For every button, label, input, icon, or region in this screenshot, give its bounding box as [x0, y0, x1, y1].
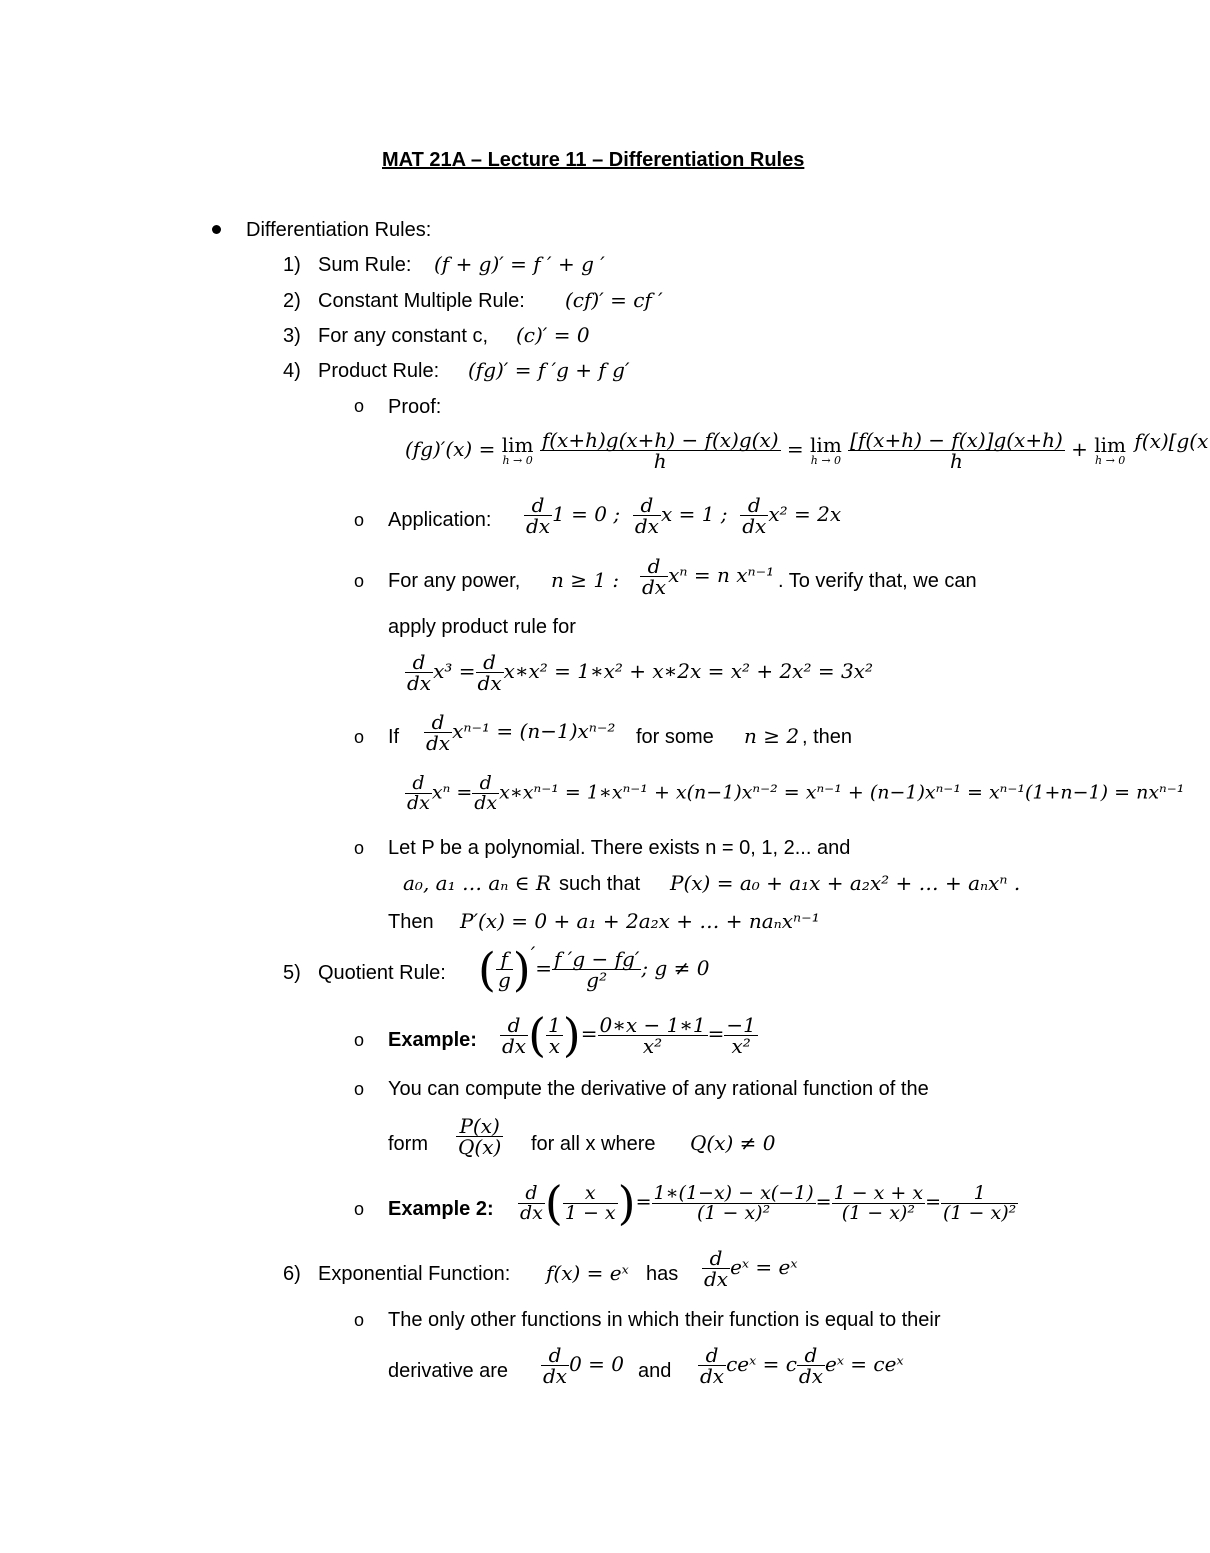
page-title: MAT 21A – Lecture 11 – Differentiation Rules — [382, 149, 805, 171]
constant-label: For any constant c, — [318, 325, 489, 347]
constant-multiple-formula: (cf)′ = cf ′ — [565, 288, 663, 312]
product-rule-formula: (fg)′ = f ′g + f g′ — [468, 358, 630, 382]
polynomial-text: Let P be a polynomial. There exists n = 0, 1, 2... and — [388, 837, 851, 859]
limit: lim h → 0 — [810, 433, 842, 467]
exponential-def: f(x) = eˣ — [546, 1261, 629, 1285]
quotient-rule-label: Quotient Rule: — [318, 962, 446, 984]
quotient-rule-formula: ( $\frac{f}{g}$ )′= $\frac{f 'g - fg'}{\text{g²}}$ ; g ≠ 0 — [478, 942, 710, 997]
has-text: has — [646, 1263, 679, 1285]
power-text: For any power, — [388, 570, 521, 592]
ce-derivative: $\frac{d}{dx}$ ceˣ = c $\frac{d}{dx}$ eˣ = ceˣ — [700, 1343, 904, 1388]
fraction: $\frac{f(x+h)g(x+h) - f(x)g(x)}{h}$ — [541, 428, 779, 473]
sum-rule-label: Sum Rule: — [318, 254, 412, 276]
x-cubed-formula: $\frac{d}{dx}$ x³ = $\frac{d}{dx}$ x∗x² = 1∗x² + x∗2x = x² + 2x² = 3x² — [407, 650, 873, 695]
induction-step: $\frac{d}{dx}$ xⁿ = $\frac{d}{dx}$ x∗xⁿ⁻¹ = 1∗xⁿ⁻¹ + x(n−1)xⁿ⁻² = xⁿ⁻¹ + (n−1)xⁿ⁻¹ = xⁿ⁻¹(1+n−1) = nxⁿ⁻¹ — [407, 772, 1185, 814]
application-formula: $\frac{d}{dx}$ 1 = 0 ; $\frac{d}{dx}$ x = 1 ; $\frac{d}{dx}$ x² = 2x — [526, 493, 842, 538]
rule-number: 4) — [283, 360, 301, 382]
sub-bullet: o — [354, 396, 365, 416]
example-2-label: Example 2: — [388, 1198, 494, 1220]
polynomial-formula: P(x) = a₀ + a₁x + a₂x² + … + aₙxⁿ . — [670, 871, 1021, 895]
rule-number: 1) — [283, 254, 301, 276]
then-text: , then — [802, 726, 853, 748]
rule-number: 3) — [283, 325, 301, 347]
derivative-are-text: derivative are — [388, 1360, 509, 1382]
example-formula: $\frac{d}{dx}$ ( $\frac{1}{x}$ )= $\frac{0∗x - 1∗1}{\text{x²}}$ = $\frac{-1}{\text{x²}}$ — [502, 1008, 756, 1062]
induction-hypothesis: $\frac{d}{dx}$ xⁿ⁻¹ = (n−1)xⁿ⁻² — [426, 710, 616, 755]
rule-number: 2) — [283, 290, 301, 312]
application-label: Application: — [388, 509, 492, 531]
proof-formula: (fg)′(x) = lim h → 0 $\frac{f(x+h)g(x+h) - f(x)g(x)}{h}$ = lim h → 0 $\frac{[f(x+h) - f(x)]g(x+h)}{h}$ + lim h → 0 f(x)[g(x — [405, 428, 1209, 473]
for-all-text: for all x where — [531, 1133, 656, 1155]
if-text: If — [388, 726, 400, 748]
power-rule-formula: $\frac{d}{dx}$ xⁿ = n xⁿ⁻¹ — [642, 554, 775, 599]
exponential-label: Exponential Function: — [318, 1263, 511, 1285]
proof-lhs: (fg)′(x) = — [405, 437, 496, 461]
constant-formula: (c)′ = 0 — [516, 323, 590, 347]
fraction: $\frac{[f(x+h) - f(x)]g(x+h)}{h}$ — [850, 428, 1063, 473]
n-ge-1: n ≥ 1 : — [551, 568, 620, 592]
rational-text: You can compute the derivative of any rational function of the — [388, 1078, 929, 1100]
coefficients: a₀, a₁ … aₙ ∈ R — [403, 871, 551, 895]
rational-fraction: $\frac{P(x)}{Q(x)}$ — [458, 1114, 502, 1159]
zero-derivative: $\frac{d}{dx}$ 0 = 0 — [543, 1343, 625, 1388]
product-rule-label: Product Rule: — [318, 360, 440, 382]
fraction: f(x)[g(x — [1134, 428, 1209, 453]
rule-number: 5) — [283, 962, 301, 984]
sub-bullet: o — [354, 510, 365, 530]
polynomial-derivative: P′(x) = 0 + a₁ + 2a₂x + … + naₙxⁿ⁻¹ — [460, 909, 820, 933]
then-label: Then — [388, 911, 434, 933]
limit: lim h → 0 — [501, 433, 534, 467]
n-ge-2: n ≥ 2 — [744, 724, 800, 748]
for-some-text: for some — [636, 726, 714, 748]
constant-multiple-label: Constant Multiple Rule: — [318, 290, 525, 312]
bullet-dot — [212, 225, 221, 234]
sub-bullet: o — [354, 571, 365, 591]
power-text-3: apply product rule for — [388, 616, 576, 638]
sub-bullet: o — [354, 1199, 365, 1219]
form-text: form — [388, 1133, 428, 1155]
sub-bullet: o — [354, 1310, 365, 1330]
sub-bullet: o — [354, 1079, 365, 1099]
only-other-text: The only other functions in which their function is equal to their — [388, 1309, 941, 1331]
example-2-formula: $\frac{d}{dx}$ ( $\frac{x}{1 - x}$ )= $\frac{1∗(1-x) - x(-1)}{\text{(1 − x)²}}$ = $\frac{1 - x + x}{\text{(1 − x)²}}$ = $\frac{1}{\text{(1 − x)²}}$ — [520, 1176, 1017, 1230]
sum-rule-formula: (f + g)′ = f ′ + g ′ — [434, 252, 605, 276]
sub-bullet: o — [354, 727, 365, 747]
q-nonzero: Q(x) ≠ 0 — [690, 1131, 776, 1155]
and-text: and — [638, 1360, 672, 1382]
exponential-derivative: $\frac{d}{dx}$ eˣ = eˣ — [704, 1246, 798, 1291]
sub-bullet: o — [354, 1030, 365, 1050]
section-heading: Differentiation Rules: — [246, 219, 432, 241]
rule-number: 6) — [283, 1263, 301, 1285]
example-label: Example: — [388, 1029, 477, 1051]
limit: lim h → 0 — [1094, 433, 1127, 467]
sub-bullet: o — [354, 838, 365, 858]
power-text-2: . To verify that, we can — [778, 570, 977, 592]
such-that-text: such that — [559, 873, 641, 895]
proof-label: Proof: — [388, 396, 442, 418]
